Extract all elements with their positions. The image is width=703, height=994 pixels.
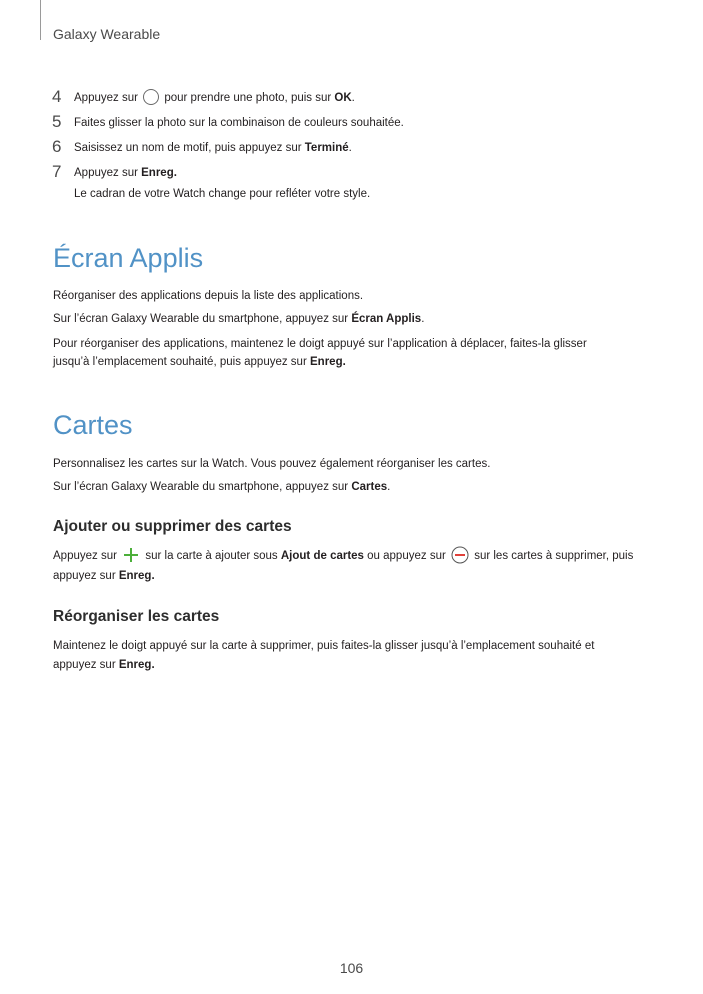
add-remove-line1 (53, 545, 663, 567)
step-text (74, 138, 352, 158)
reorder-line2 (53, 654, 663, 676)
text-part: ou appuyez sur (367, 550, 446, 562)
step-text (74, 88, 355, 108)
ok-label: OK (334, 92, 352, 104)
text-part: jusqu’à l’emplacement souhaité, puis appuyez sur (53, 356, 307, 368)
text-part: sur la carte à ajouter sous (145, 550, 278, 562)
header-divider (40, 0, 41, 40)
text-part: Sur l’écran Galaxy Wearable du smartphone, appuyez sur (53, 481, 349, 493)
step-result-text: Le cadran de votre Watch change pour refléter votre style. (74, 188, 371, 200)
cards-intro: Personnalisez les cartes sur la Watch. Vous pouvez également réorganiser les cartes. (53, 458, 491, 470)
step-number: 7 (52, 162, 62, 181)
subsection-title-reorder: Réorganiser les cartes (53, 608, 220, 625)
text-part: Appuyez sur (53, 550, 117, 562)
reorder-line1: Maintenez le doigt appuyé sur la carte à supprimer, puis faites-la glisser jusqu’à l’emplacement souhaité et (53, 640, 595, 652)
punctuation: . (421, 313, 425, 325)
enreg-label: Enreg. (118, 570, 155, 582)
ajout-de-cartes-label: Ajout de cartes (280, 550, 364, 562)
step-text-part: Appuyez sur (74, 167, 138, 179)
subsection-title-add-remove: Ajouter ou supprimer des cartes (53, 518, 292, 535)
step-text (74, 163, 177, 183)
text-part: sur les cartes à supprimer, puis (474, 550, 634, 562)
minus-circle-icon (451, 546, 469, 564)
step-number: 4 (52, 87, 62, 106)
step-text-part: Appuyez sur (74, 92, 138, 104)
step-number: 5 (52, 112, 62, 131)
enreg-label: Enreg. (118, 659, 155, 671)
enreg-label: Enreg. (310, 356, 346, 368)
camera-shutter-icon (143, 89, 159, 105)
termine-label: Terminé (304, 142, 349, 154)
header-title: Galaxy Wearable (53, 26, 161, 42)
apps-reorder-line1: Pour réorganiser des applications, maintenez le doigt appuyé sur l’application à déplacer, faites-la glisser (53, 338, 587, 350)
ecran-applis-label: Écran Applis (351, 313, 422, 325)
text-part: appuyez sur (53, 570, 116, 582)
text-part: Sur l’écran Galaxy Wearable du smartphone, appuyez sur (53, 313, 349, 325)
apps-intro: Réorganiser des applications depuis la liste des applications. (53, 290, 364, 302)
cartes-label: Cartes (351, 481, 388, 493)
apps-reorder-line2 (53, 351, 663, 373)
enreg-label: Enreg. (141, 167, 177, 179)
step-text-part: pour prendre une photo, puis sur (164, 92, 332, 104)
step-text: Faites glisser la photo sur la combinaison de couleurs souhaitée. (74, 117, 404, 129)
cards-instruction (53, 476, 663, 498)
punctuation: . (351, 92, 355, 104)
punctuation: . (387, 481, 391, 493)
text-part: appuyez sur (53, 659, 116, 671)
section-title-cartes: Cartes (53, 410, 133, 440)
page-number: 106 (339, 960, 364, 976)
step-number: 6 (52, 137, 62, 156)
apps-instruction (53, 308, 663, 330)
add-remove-line2 (53, 565, 663, 587)
section-title-ecran-applis: Écran Applis (53, 243, 204, 273)
plus-icon (123, 547, 139, 563)
step-text-part: Saisissez un nom de motif, puis appuyez sur (74, 142, 302, 154)
punctuation: . (348, 142, 352, 154)
